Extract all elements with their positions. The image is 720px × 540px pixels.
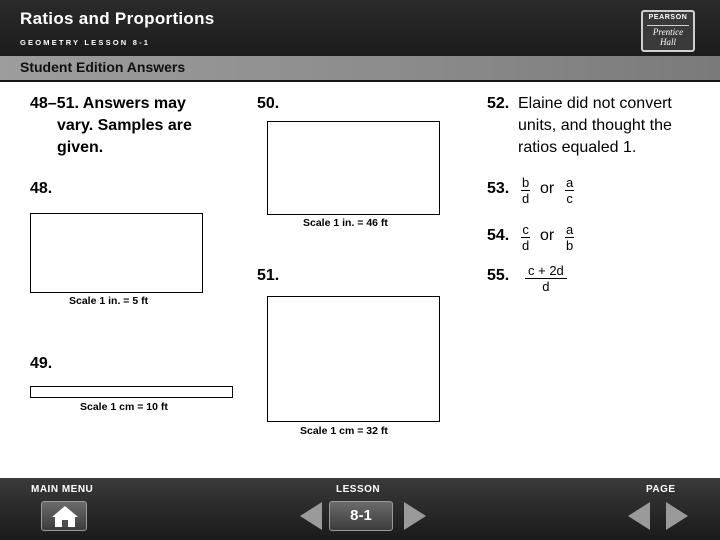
answer-51-rectangle (267, 296, 440, 422)
answer-55-fraction (525, 263, 567, 294)
intro-line-1: 48–51. Answers may (30, 95, 186, 112)
fraction-denominator: d (522, 238, 530, 253)
answer-55-number: 55. (487, 267, 510, 284)
answer-51-scale: Scale 1 cm = 32 ft (300, 425, 388, 437)
fraction-numerator: a (566, 222, 574, 237)
fraction-numerator: c (522, 222, 529, 237)
answer-53-number: 53. (487, 180, 510, 197)
lesson-subtitle: GEOMETRY LESSON 8-1 (20, 38, 151, 47)
logo-line1: Prentice (652, 27, 684, 37)
answer-50-scale: Scale 1 in. = 46 ft (303, 217, 388, 229)
fraction-numerator: b (522, 175, 530, 190)
prev-lesson-icon[interactable] (300, 502, 322, 530)
next-page-icon[interactable] (666, 502, 688, 530)
header-bar (0, 0, 720, 82)
lesson-label: LESSON (336, 484, 381, 495)
answer-50-number: 50. (257, 95, 280, 112)
answer-52-line-1: Elaine did not convert (518, 95, 672, 112)
answer-52-line-2: units, and thought the (518, 117, 672, 134)
logo-divider (647, 25, 689, 26)
fraction-denominator: b (566, 238, 574, 253)
section-bar (0, 56, 720, 80)
main-menu-button[interactable] (41, 501, 87, 531)
answer-48-rectangle (30, 213, 203, 293)
fraction-numerator: c + 2d (525, 263, 567, 279)
answer-49-scale: Scale 1 cm = 10 ft (80, 401, 168, 413)
logo-imprint (643, 27, 693, 47)
answer-54-or: or (540, 227, 555, 244)
answer-54-fraction-1 (521, 222, 530, 253)
logo-line2: Hall (659, 37, 676, 47)
answer-48-scale: Scale 1 in. = 5 ft (69, 295, 149, 307)
prev-page-icon[interactable] (628, 502, 650, 530)
fraction-denominator: d (522, 191, 530, 206)
answer-48-number: 48. (30, 180, 53, 197)
page-label: PAGE (646, 484, 676, 495)
answer-54-number: 54. (487, 227, 510, 244)
fraction-numerator: a (566, 175, 574, 190)
intro-line-2: vary. Samples are (57, 117, 192, 134)
section-title: Student Edition Answers (20, 59, 186, 75)
answer-54-fraction-2 (565, 222, 574, 253)
fraction-denominator: d (542, 279, 550, 294)
answer-53-fraction-1 (521, 175, 530, 206)
answer-50-rectangle (267, 121, 440, 215)
answer-53-fraction-2 (565, 175, 574, 206)
footer-nav-bar (0, 478, 720, 540)
fraction-denominator: c (566, 191, 573, 206)
answer-51-number: 51. (257, 267, 280, 284)
home-icon (42, 502, 88, 530)
answer-53-or: or (540, 180, 555, 197)
answer-52-number: 52. (487, 95, 510, 112)
intro-line-3: given. (57, 139, 104, 156)
answer-52-line-3: ratios equaled 1. (518, 139, 637, 156)
lesson-button[interactable]: 8-1 (329, 501, 393, 531)
pearson-logo (641, 10, 695, 52)
answer-49-number: 49. (30, 355, 53, 372)
logo-brand: PEARSON (648, 14, 688, 21)
main-menu-label: MAIN MENU (31, 484, 94, 495)
page-title: Ratios and Proportions (20, 9, 215, 28)
next-lesson-icon[interactable] (404, 502, 426, 530)
answer-49-rectangle (30, 386, 233, 398)
